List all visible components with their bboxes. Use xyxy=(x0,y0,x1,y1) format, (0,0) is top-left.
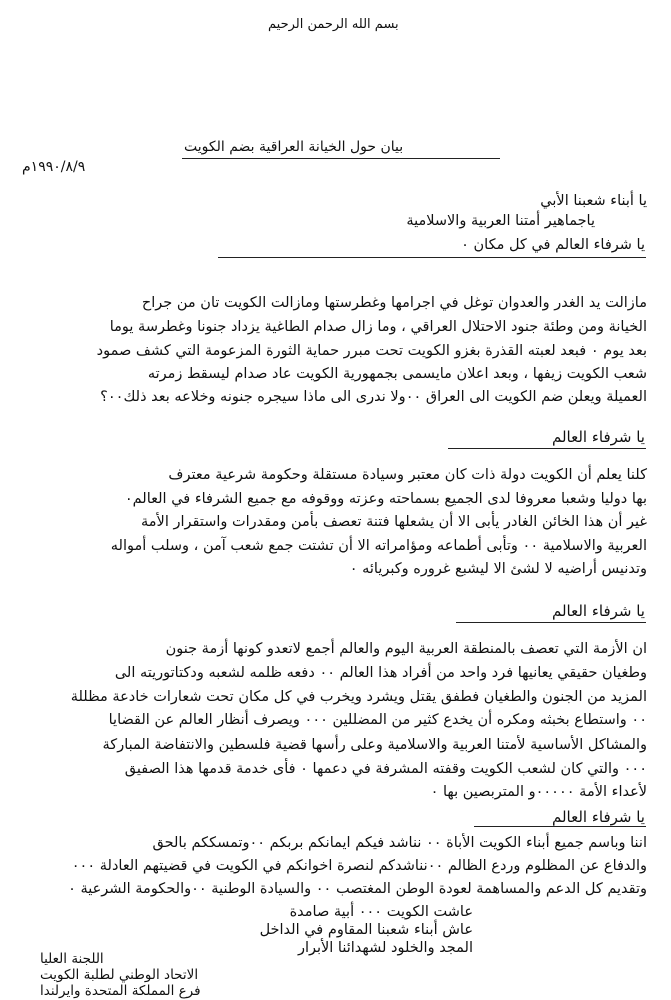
greeting-line-3: يا شرفاء العالم في كل مكان ٠ xyxy=(461,237,645,253)
paragraph-1-line: شعب الكويت زيفها ، وبعد اعلان مايسمى بجمهورية الكويت عاد صدام ليسقط زمرته xyxy=(147,366,647,382)
paragraph-4-line: اننا وباسم جميع أبناء الكويت الأباة ٠٠ نناشد فيكم ايمانكم بربكم ٠٠وتمسككم بالحق xyxy=(152,835,647,851)
paragraph-4-line: وتقديم كل الدعم والمساهمة لعودة الوطن المغتصب ٠٠ والسيادة الوطنية ٠٠والحكومة الشرعية ٠ xyxy=(68,881,647,897)
paragraph-1-line: مازالت يد الغدر والعدوان توغل في اجرامها وغطرستها ومازالت الكويت تان من جراح xyxy=(141,295,647,311)
document-title: بيان حول الخيانة العراقية بضم الكويت xyxy=(184,139,404,155)
paragraph-4-line: والدفاع عن المظلوم وردع الظالم ٠٠نناشدكم لنصرة اخوانكم في الكويت في قضيتهم العادلة ٠٠٠ xyxy=(71,858,647,874)
closing-line: عاش أبناء شعبنا المقاوم في الداخل xyxy=(259,922,473,938)
signature-line: فرع المملكة المتحدة وايرلندا xyxy=(40,983,201,999)
greeting-line-1: يا أبناء شعبنا الأبي xyxy=(540,193,647,209)
paragraph-1-line: العميلة ويعلن ضم الكويت الى العراق ٠٠ولا ندرى الى ماذا سيجره جنونه وخلاعه بعد ذلك٠٠؟ xyxy=(100,389,647,405)
signature-line: اللجنة العليا xyxy=(40,951,104,967)
paragraph-3-line: ان الأزمة التي تعصف بالمنطقة العربية اليوم والعالم أجمع لاتعدو كونها أزمة جنون xyxy=(165,641,647,657)
paragraph-3-line: المزيد من الجنون والطغيان فطفق يقتل ويشرد ويخرب في كل مكان تحت شعارات خادعة مظللة xyxy=(70,689,647,705)
greeting-underline xyxy=(218,257,646,258)
paragraph-1-line: بعد يوم ٠ فبعد لعبته القذرة بغزو الكويت تحت مبرر حماية الثورة المزعومة التي كشف صمود xyxy=(96,343,647,359)
paragraph-2-line: العربية والاسلامية ٠٠ وتأبى أطماعه ومؤامراته الا أن تشتت جمع شعب آمن ، وسلب أمواله xyxy=(110,538,647,554)
paragraph-1-line: الخيانة ومن وطئة جنود الاحتلال العراقي ، وما زال صدام الطاغية يزداد جنونا وغطرسة يوما xyxy=(109,319,647,335)
closing-line: المجد والخلود لشهدائنا الأبرار xyxy=(297,940,473,956)
title-underline xyxy=(182,158,500,159)
section-heading-3: يا شرفاء العالم xyxy=(551,808,645,826)
paragraph-2-line: وتدنيس أراضيه لا لشئ الا ليشبع غروره وكبريائه ٠ xyxy=(349,561,647,577)
section-heading-1: يا شرفاء العالم xyxy=(551,428,645,446)
paragraph-2-line: بها دوليا وشعبا معروفا لدى الجميع بسماحته وعزته ووقوفه مع جميع الشرفاء في العالم٠ xyxy=(124,491,647,507)
greeting-line-2: ياجماهير أمتنا العربية والاسلامية xyxy=(406,213,595,229)
paragraph-3-line: وطغيان حقيقي يعانيها فرد واحد من أفراد هذا العالم ٠٠ دفعه ظلمه لشعبه ودكتاتوريته الى xyxy=(114,665,647,681)
paragraph-3-line: ٠٠٠ والتي كان لشعب الكويت وقفته المشرفة في دعمها ٠ فأى خدمة قدمها هذا الصفيق xyxy=(124,761,647,777)
paragraph-3-line: لأعداء الأمة ٠٠٠٠٠و المتربصين بها ٠ xyxy=(430,784,647,800)
closing-line: عاشت الكويت ٠٠٠ أبية صامدة xyxy=(289,904,473,920)
basmala: بسم الله الرحمن الرحيم xyxy=(268,17,399,32)
date: ١٩٩٠/٨/٩م xyxy=(22,159,86,175)
paragraph-3-line: والمشاكل الأساسية لأمتنا العربية والاسلامية وعلى رأسها قضية فلسطين والانتفاضة المباركة xyxy=(102,737,647,753)
section-3-underline xyxy=(474,826,646,827)
section-heading-2: يا شرفاء العالم xyxy=(551,602,645,620)
paragraph-2-line: كلنا يعلم أن الكويت دولة ذات كان معتبر وسيادة مستقلة وحكومة شرعية معترف xyxy=(168,467,647,483)
paragraph-2-line: غير أن هذا الخائن الغادر يأبى الا أن يشعلها فتنة تعصف بأمن ومقدرات واستقرار الأمة xyxy=(141,514,647,530)
paragraph-3-line: ٠٠ واستطاع بخبثه ومكره أن يخدع كثير من المضللين ٠٠٠ ويصرف أنظار العالم عن القضايا xyxy=(108,712,647,728)
section-2-underline xyxy=(456,622,646,623)
section-1-underline xyxy=(448,448,646,449)
signature-line: الاتحاد الوطني لطلبة الكويت xyxy=(40,967,199,983)
